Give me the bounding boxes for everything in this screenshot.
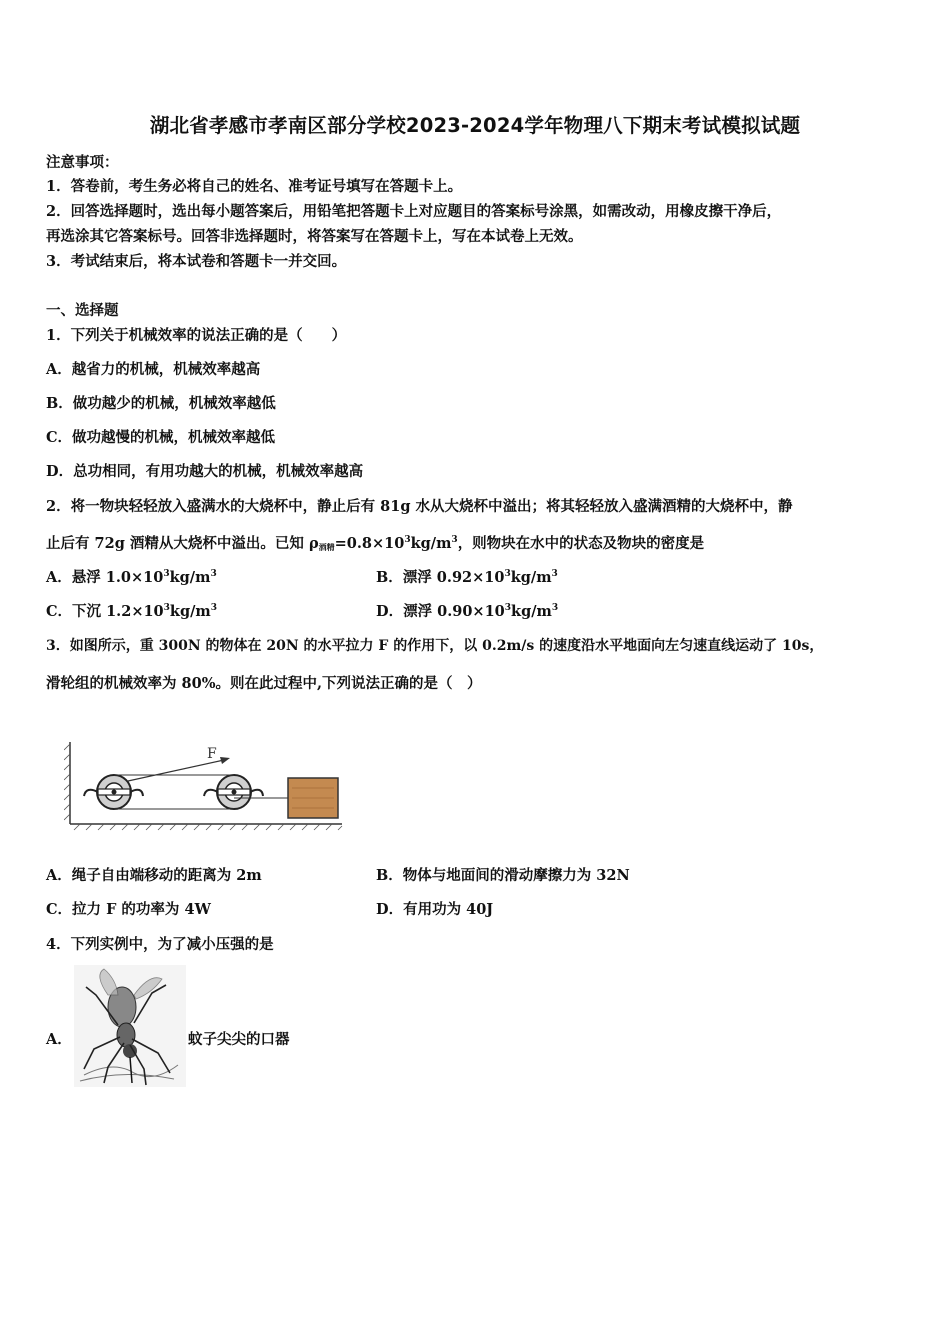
q3-option-d: D．有用功为 40J	[376, 901, 494, 918]
q1-stem: 1．下列关于机械效率的说法正确的是（ ）	[46, 327, 347, 344]
q2-option-c-unit-exp: 3	[210, 603, 218, 613]
movable-pulley	[204, 775, 263, 809]
q2-option-b	[376, 568, 558, 588]
q4-stem: 4．下列实例中，为了减小压强的是	[46, 936, 274, 953]
mosquito-image	[74, 965, 186, 1087]
notice-item-2: 2．回答选择题时，选出每小题答案后，用铅笔把答题卡上对应题目的答案标号涂黑，如需改动，用橡皮擦干净后，	[46, 203, 782, 220]
q2-stem-line2	[46, 534, 704, 557]
pull-force-line	[128, 760, 224, 781]
q2-option-b-exp: 3	[504, 569, 511, 579]
q1-option-b: B．做功越少的机械，机械效率越低	[46, 395, 276, 412]
q4-option-a-text: 蚊子尖尖的口器	[188, 1031, 290, 1048]
wall-hatching	[64, 744, 70, 820]
section-heading: 一、选择题	[46, 302, 119, 319]
q2-option-a-unit-exp: 3	[210, 569, 217, 579]
q3-stem-line2: 滑轮组的机械效率为 80%。则在此过程中,下列说法正确的是（ ）	[46, 675, 482, 692]
notice-item-1: 1．答卷前，考生务必将自己的姓名、准考证号填写在答题卡上。	[46, 178, 463, 195]
q3-option-b: B．物体与地面间的滑动摩擦力为 32N	[376, 867, 630, 884]
q2-option-d-unit-exp: 3	[551, 603, 559, 613]
q2-option-b-value: B．漂浮 0.92×10	[376, 569, 505, 586]
q4-option-a-label: A．	[46, 1031, 72, 1048]
q2-text-c: kg/m	[410, 535, 452, 552]
q1-option-a: A．越省力的机械，机械效率越高	[46, 361, 261, 378]
q2-option-a	[46, 568, 217, 588]
pulley-figure	[64, 736, 346, 832]
q2-option-a-unit: kg/m	[169, 569, 211, 586]
q2-text-a: 止后有 72g 酒精从大烧杯中溢出。已知 ρ	[46, 535, 319, 552]
q2-option-b-unit-exp: 3	[551, 569, 558, 579]
q2-option-c-exp: 3	[163, 603, 170, 613]
q1-option-c: C．做功越慢的机械，机械效率越低	[46, 429, 276, 446]
q2-text-b: =0.8×10	[334, 535, 405, 552]
q2-option-d-value: D．漂浮 0.90×10	[376, 603, 505, 620]
notice-item-3: 3．考试结束后，将本试卷和答题卡一并交回。	[46, 253, 347, 270]
q2-exponent: 3	[404, 535, 411, 545]
ground-hatching	[74, 824, 342, 830]
q2-option-c	[46, 602, 217, 622]
q2-unit-exponent: 3	[451, 535, 458, 545]
q2-option-c-unit: kg/m	[169, 603, 211, 620]
page-title: 湖北省孝感市孝南区部分学校2023-2024学年物理八下期末考试模拟试题	[149, 114, 801, 137]
q3-option-a: A．绳子自由端移动的距离为 2m	[46, 867, 262, 884]
q3-stem-line1: 3．如图所示，重 300N 的物体在 20N 的水平拉力 F 的作用下，以 0.2m/s 的速度沿水平地面向左匀速直线运动了 10s，	[46, 638, 824, 654]
q2-stem-line1: 2．将一物块轻轻放入盛满水的大烧杯中，静止后有 81g 水从大烧杯中溢出；将其轻轻放入盛满酒精的大烧杯中，静	[46, 498, 793, 515]
q2-option-a-exp: 3	[163, 569, 170, 579]
q1-option-d: D．总功相同，有用功越大的机械，机械效率越高	[46, 463, 364, 480]
q2-option-d-unit: kg/m	[511, 603, 552, 620]
force-label: F	[207, 746, 217, 762]
q2-rho-subscript: 酒精	[318, 542, 335, 552]
notice-heading: 注意事项：	[46, 154, 119, 171]
force-arrow-icon	[220, 757, 230, 764]
notice-item-2-cont: 再选涂其它答案标号。回答非选择题时，将答案写在答题卡上，写在本试卷上无效。	[46, 228, 583, 245]
q2-option-d	[376, 602, 558, 622]
q2-option-c-value: C．下沉 1.2×10	[46, 603, 164, 620]
q2-option-d-exp: 3	[504, 603, 512, 613]
q2-text-d: ，则物块在水中的状态及物块的密度是	[457, 535, 705, 552]
q2-option-b-unit: kg/m	[510, 569, 552, 586]
q2-option-a-value: A．悬浮 1.0×10	[46, 569, 164, 586]
q3-option-c: C．拉力 F 的功率为 4W	[46, 901, 211, 918]
